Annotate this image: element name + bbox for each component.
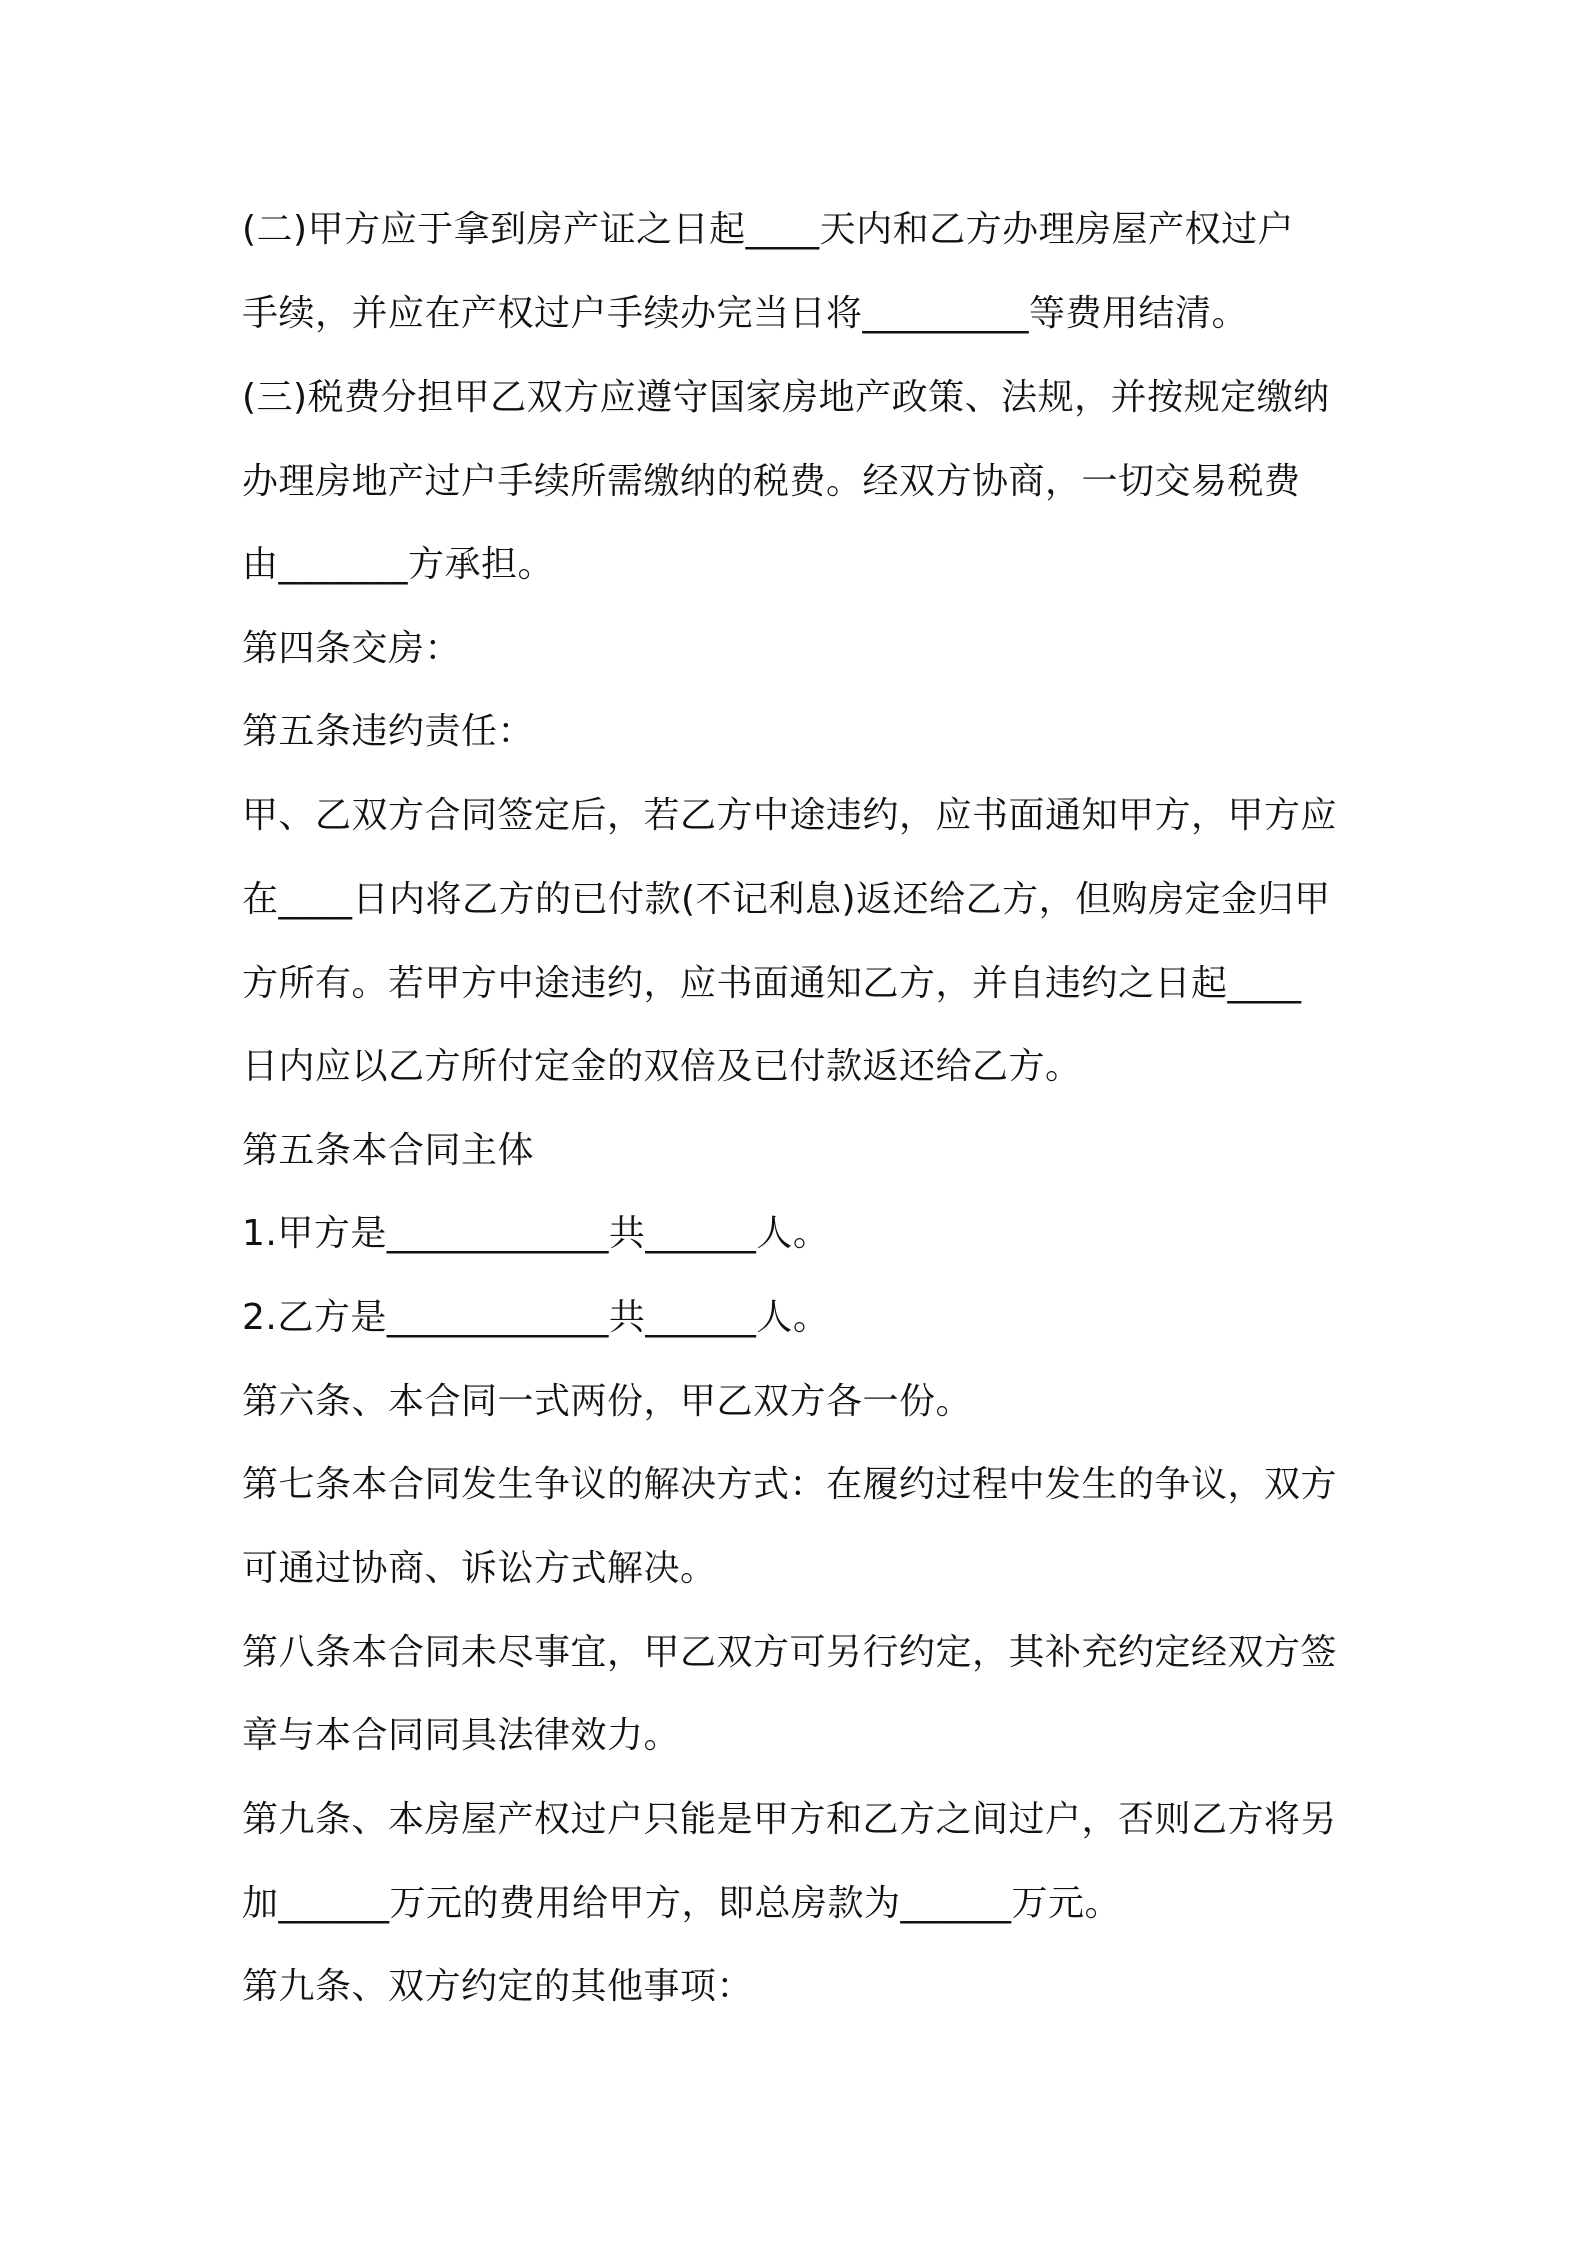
text-line: 方所有。若甲方中途违约，应书面通知乙方，并自违约之日起____ [242, 963, 1302, 1004]
section-heading: 第六条、本合同一式两份，甲乙双方各一份。 [242, 1381, 973, 1422]
text-line: (二)甲方应于拿到房产证之日起____天内和乙方办理房屋产权过户 [242, 209, 1295, 250]
section-heading: 第五条违约责任： [242, 711, 535, 752]
section-heading: 第九条、双方约定的其他事项： [242, 1966, 754, 2007]
text-line: (三)税费分担甲乙双方应遵守国家房地产政策、法规，并按规定缴纳 [242, 377, 1330, 418]
text-line: 章与本合同同具法律效力。 [242, 1715, 681, 1756]
text-line: 甲、乙双方合同签定后，若乙方中途违约，应书面通知甲方，甲方应 [242, 795, 1338, 836]
text-line: 第七条本合同发生争议的解决方式：在履约过程中发生的争议，双方 [242, 1464, 1338, 1505]
section-heading: 第五条本合同主体 [242, 1130, 535, 1171]
text-line: 由_______方承担。 [242, 544, 555, 585]
text-line: 日内应以乙方所付定金的双倍及已付款返还给乙方。 [242, 1046, 1082, 1087]
list-item: 2.乙方是____________共______人。 [242, 1297, 830, 1338]
section-heading: 第四条交房： [242, 628, 462, 669]
text-line: 在____日内将乙方的已付款(不记利息)返还给乙方，但购房定金归甲 [242, 879, 1331, 920]
text-line: 手续，并应在产权过户手续办完当日将_________等费用结清。 [242, 293, 1249, 334]
text-line: 可通过协商、诉讼方式解决。 [242, 1548, 717, 1589]
list-item: 1.甲方是____________共______人。 [242, 1213, 830, 1254]
text-line: 第八条本合同未尽事宜，甲乙双方可另行约定，其补充约定经双方签 [242, 1632, 1338, 1673]
text-line: 加______万元的费用给甲方，即总房款为______万元。 [242, 1883, 1122, 1924]
text-line: 第九条、本房屋产权过户只能是甲方和乙方之间过户，否则乙方将另 [242, 1799, 1338, 1840]
text-line: 办理房地产过户手续所需缴纳的税费。经双方协商，一切交易税费 [242, 461, 1301, 502]
